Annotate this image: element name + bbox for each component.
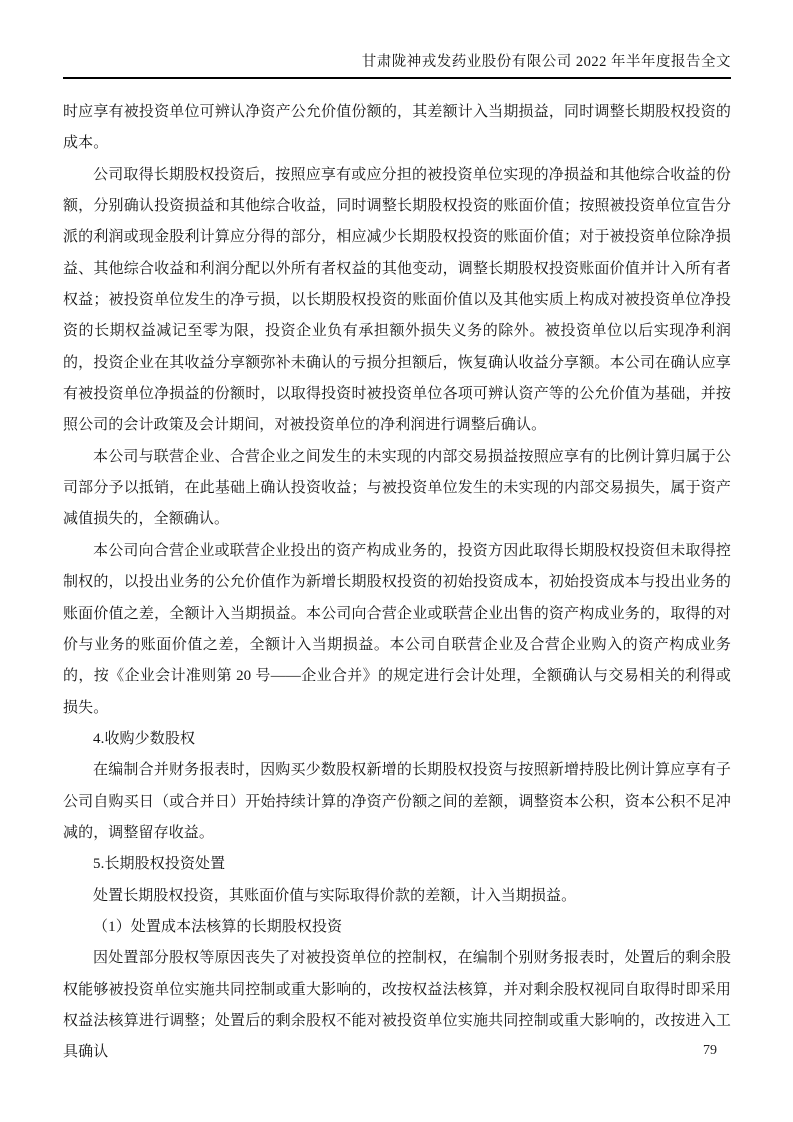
paragraph-disposal: 处置长期股权投资，其账面价值与实际取得价款的差额，计入当期损益。 (93, 887, 577, 904)
section-heading-minority-equity: 4.收购少数股权 (93, 730, 196, 747)
section-heading-disposal: 5.长期股权投资处置 (93, 856, 226, 873)
paragraph-cost-method-disposal: 因处置部分股权等原因丧失了对被投资单位的控制权，在编制个别财务报表时，处置后的剩余股权能够被投资单位实施共同控制或重大影响的，改按权益法核算，并对剩余股权视同自取得时即采用权益法核算进行调整；处置后的剩余股权不能对被投资单位实施共同控制或重大影响的，改按进入工具确认 (63, 950, 731, 1061)
document-body (63, 97, 731, 1069)
page-number: 79 (703, 1043, 717, 1058)
header-title: 甘肃陇神戎发药业股份有限公司 2022 年半年度报告全文 (361, 54, 731, 70)
paragraph-continuation: 时应享有被投资单位可辨认净资产公允价值份额的，其差额计入当期损益，同时调整长期股权投资的成本。 (63, 104, 731, 152)
paragraph-internal-transactions: 本公司与联营企业、合营企业之间发生的未实现的内部交易损益按照应享有的比例计算归属于公司部分予以抵销，在此基础上确认投资收益；与被投资单位发生的未实现的内部交易损失，属于资产减值损失的，全额确认。 (63, 448, 731, 528)
paragraph-equity-method: 公司取得长期股权投资后，按照应享有或应分担的被投资单位实现的净损益和其他综合收益的份额，分别确认投资损益和其他综合收益，同时调整长期股权投资的账面价值；按照被投资单位宣告分派的利润或现金股利计算应分得的部分，相应减少长期股权投资的账面价值；对于被投资单位除净损益、其他综合收益和利润分配以外所有者权益的其他变动，调整长期股权投资账面价值并计入所有者权益；被投资单位发生的净亏损，以长期股权投资的账面价值以及其他实质上构成对被投资单位净投资的长期权益减记至零为限，投资企业负有承担额外损失义务的除外。被投资单位以后实现净利润的，投资企业在其收益分享额弥补未确认的亏损分担额后，恢复确认收益分享额。本公司在确认应享有被投资单位净损益的份额时，以取得投资时被投资单位各项可辨认资产等的公允价值为基础，并按照公司的会计政策及会计期间，对被投资单位的净利润进行调整后确认。 (63, 166, 731, 434)
section-heading-cost-method-disposal: （1）处置成本法核算的长期股权投资 (93, 918, 343, 935)
paragraph-asset-contribution: 本公司向合营企业或联营企业投出的资产构成业务的，投资方因此取得长期股权投资但未取得控制权的，以投出业务的公允价值作为新增长期股权投资的初始投资成本，初始投资成本与投出业务的账面价值之差，全额计入当期损益。本公司向合营企业或联营企业出售的资产构成业务的，取得的对价与业务的账面价值之差，全额计入当期损益。本公司自联营企业及合营企业购入的资产构成业务的，按《企业会计准则第 20 号——企业合并》的规定进行会计处理，全额确认与交易相关的利得或损失。 (63, 542, 731, 716)
paragraph-minority-equity: 在编制合并财务报表时，因购买少数股权新增的长期股权投资与按照新增持股比例计算应享有子公司自购买日（或合并日）开始持续计算的净资产份额之间的差额，调整资本公积，资本公积不足冲减的，调整留存收益。 (63, 762, 731, 841)
page-header (63, 50, 731, 71)
header-divider (63, 77, 731, 79)
